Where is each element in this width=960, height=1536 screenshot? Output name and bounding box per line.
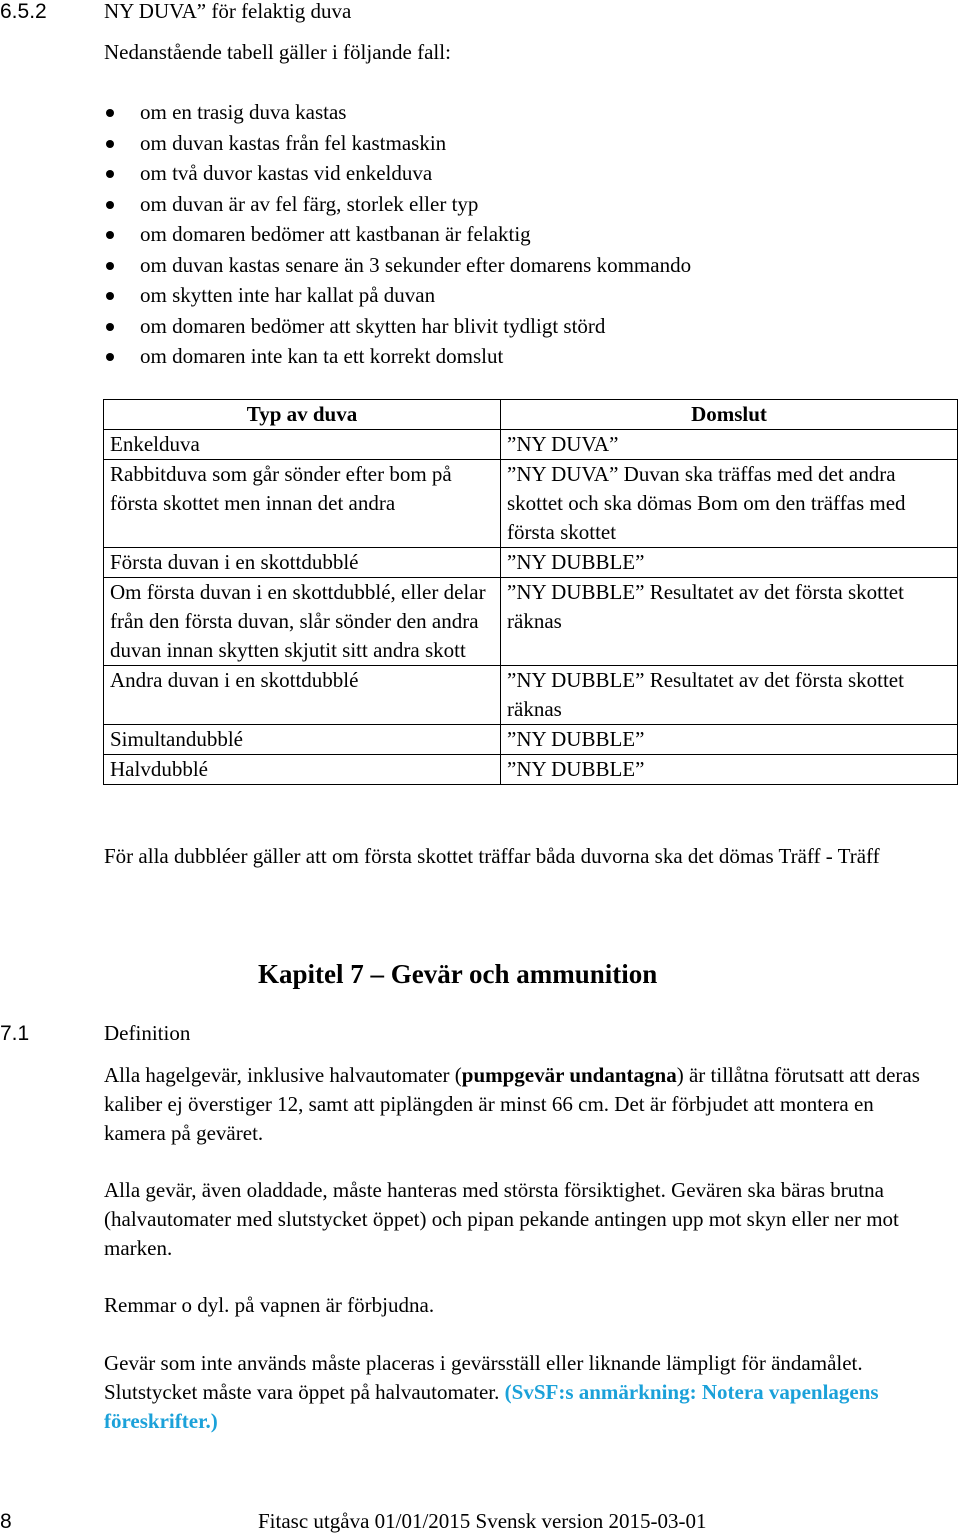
chapter-title: Kapitel 7 – Gevär och ammunition xyxy=(258,959,658,989)
table-cell: ”NY DUBBLE” xyxy=(501,725,958,755)
table-row xyxy=(104,460,958,548)
table-cell: Simultandubblé xyxy=(104,725,501,755)
list-item: om en trasig duva kastas xyxy=(104,97,691,128)
list-item: om domaren bedömer att kastbanan är felaktig xyxy=(104,219,691,250)
table-cell: Halvdubblé xyxy=(104,755,501,785)
paragraph-handling: Alla gevär, även oladdade, måste hanteras med största försiktighet. Gevären ska bäras brutna (halvautomater med slutstycket öppet) och pipan pekande antingen upp mot skyn eller ner mot marken. xyxy=(104,1178,899,1260)
table-cell: ”NY DUVA” Duvan ska träffas med det andra skottet och ska dömas Bom om den träffas med första skottet xyxy=(501,460,958,548)
page-number: 8 xyxy=(0,1510,12,1533)
list-item: om duvan är av fel färg, storlek eller typ xyxy=(104,189,691,220)
bold-exception: pumpgevär undantagna xyxy=(461,1063,677,1087)
doubles-note: För alla dubbléer gäller att om första skottet träffar båda duvorna ska det dömas Träff - Träff xyxy=(104,844,880,868)
section-number: 6.5.2 xyxy=(0,0,47,23)
definition-title: Definition xyxy=(104,1021,191,1045)
paragraph-straps: Remmar o dyl. på vapnen är förbjudna. xyxy=(104,1293,435,1317)
list-item: om domaren inte kan ta ett korrekt domslut xyxy=(104,341,691,372)
section-title: NY DUVA” för felaktig duva xyxy=(104,0,352,23)
paragraph-gun-rules xyxy=(104,1061,934,1148)
table-cell: ”NY DUVA” xyxy=(501,430,958,460)
list-item: om duvan kastas senare än 3 sekunder efter domarens kommando xyxy=(104,250,691,281)
table-row xyxy=(104,666,958,725)
table-cell: Första duvan i en skottdubblé xyxy=(104,548,501,578)
list-item: om domaren bedömer att skytten har blivit tydligt störd xyxy=(104,311,691,342)
ruling-table xyxy=(103,399,958,785)
table-cell: Om första duvan i en skottdubblé, eller delar från den första duvan, slår sönder den andra duvan innan skytten skjutit sitt andra skott xyxy=(104,578,501,666)
table-row xyxy=(104,578,958,666)
table-row xyxy=(104,725,958,755)
list-item: om två duvor kastas vid enkelduva xyxy=(104,158,691,189)
column-header-type: Typ av duva xyxy=(104,400,501,430)
case-list xyxy=(104,97,691,372)
list-item: om skytten inte har kallat på duvan xyxy=(104,280,691,311)
table-header-row xyxy=(104,400,958,430)
table-cell: ”NY DUBBLE” xyxy=(501,755,958,785)
paragraph-text: Gevär som inte används måste placeras i gevärsställ eller liknande lämpligt för ändamålet. Slutstycket måste vara öppet på halvautomater. xyxy=(104,1351,863,1404)
table-cell: Enkelduva xyxy=(104,430,501,460)
intro-text: Nedanstående tabell gäller i följande fall: xyxy=(104,40,451,64)
table-cell: Rabbitduva som går sönder efter bom på första skottet men innan det andra xyxy=(104,460,501,548)
table-row xyxy=(104,430,958,460)
column-header-ruling: Domslut xyxy=(501,400,958,430)
table-cell: Andra duvan i en skottdubblé xyxy=(104,666,501,725)
svsf-note: (SvSF:s anmärkning: Notera vapenlagens föreskrifter.) xyxy=(104,1380,879,1433)
table-row xyxy=(104,548,958,578)
definition-number: 7.1 xyxy=(0,1022,30,1045)
paragraph-storage xyxy=(104,1349,934,1436)
list-item: om duvan kastas från fel kastmaskin xyxy=(104,128,691,159)
table-cell: ”NY DUBBLE” Resultatet av det första skottet räknas xyxy=(501,578,958,666)
paragraph-text: Alla hagelgevär, inklusive halvautomater ( xyxy=(104,1063,462,1087)
table-row xyxy=(104,755,958,785)
table-cell: ”NY DUBBLE” xyxy=(501,548,958,578)
table-cell: ”NY DUBBLE” Resultatet av det första skottet räknas xyxy=(501,666,958,725)
paragraph-text: ) är tillåtna förutsatt att deras kaliber ej överstiger 12, samt att piplängden är minst 66 cm. Det är förbjudet att montera en kamera på geväret. xyxy=(104,1063,920,1145)
footer-text: Fitasc utgåva 01/01/2015 Svensk version 2015-03-01 xyxy=(258,1509,707,1533)
